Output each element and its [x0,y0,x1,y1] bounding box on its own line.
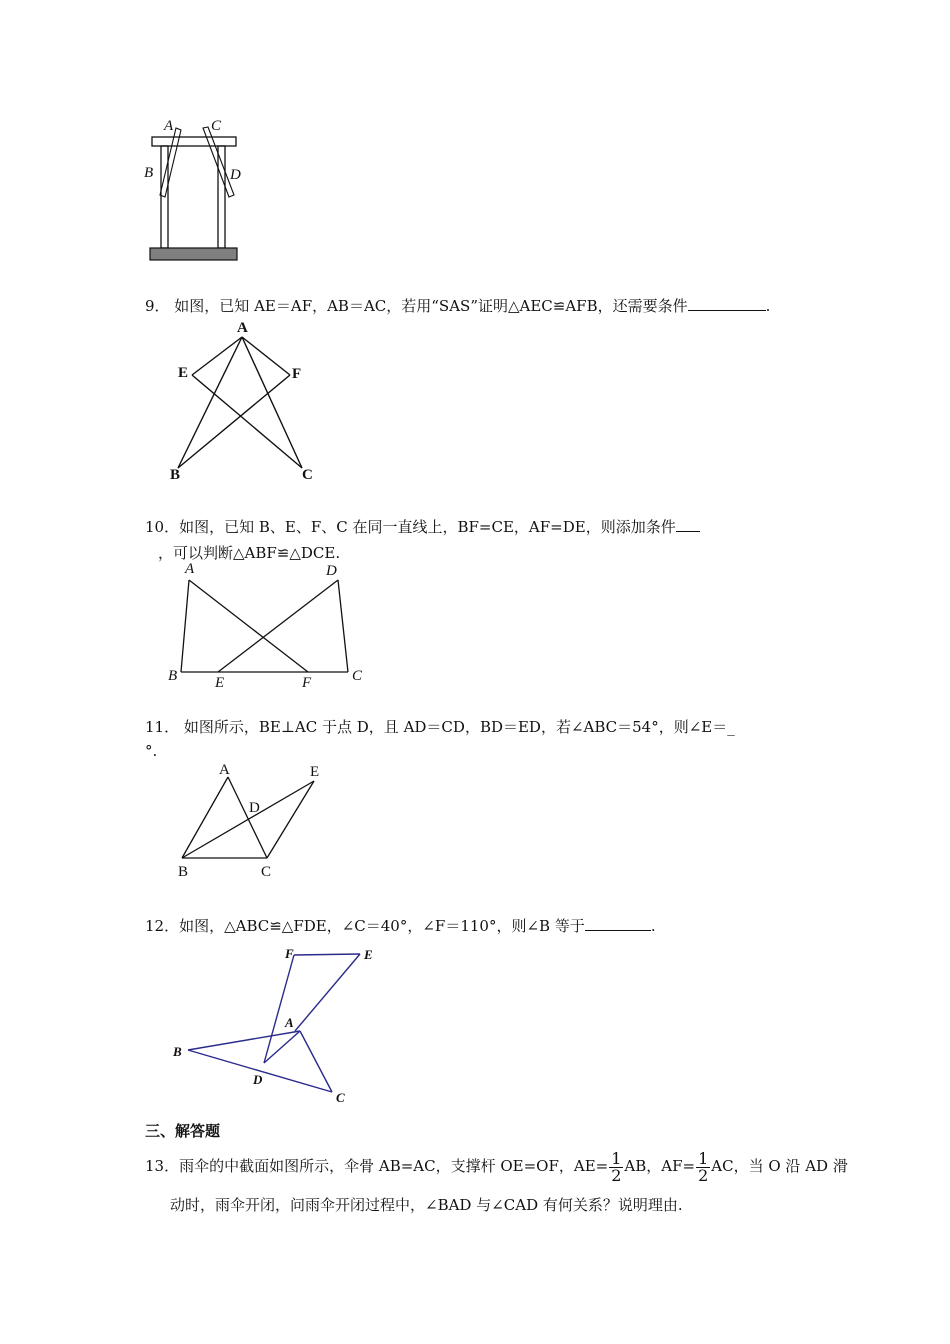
fig12-label-a: A [285,1015,294,1030]
fig10-label-a: A [185,561,195,577]
fraction-denominator: 2 [698,1165,709,1185]
fig11-label-b: B [178,864,189,880]
fraction-denominator: 2 [611,1165,622,1185]
fig12-label-b: B [173,1044,182,1059]
section-title-answer-questions: 三、解答题 [145,1122,221,1140]
fig10-label-c: C [352,668,363,684]
fig12-label-e: E [364,947,373,962]
fig10-label-b: B [168,668,178,684]
fig11-label-c: C [261,864,272,880]
fraction-one-half [609,1148,623,1185]
q9-end: . [765,297,771,315]
q12-text: 12．如图，△ABC≌△FDE，∠C＝40°，∠F＝110°，则∠B 等于 [145,917,585,935]
question-9 [145,296,770,316]
q12-end: . [650,917,656,935]
fig8-label-a: A [164,118,174,134]
q11-text-2: °. [145,742,158,760]
fig9-label-e: E [178,365,189,381]
figure-q9 [170,320,330,490]
fig10-label-d: D [326,563,337,579]
figure-q8 [140,115,250,270]
fig12-label-c: C [336,1090,345,1105]
fig9-label-c: C [302,467,313,483]
q13-text-line2: 动时，雨伞开闭，问雨伞开闭过程中，∠BAD 与∠CAD 有何关系？说明理由. [170,1196,683,1214]
fig10-label-f: F [302,675,312,691]
fig8-label-d: D [230,167,241,183]
q13-text-part1: 13．雨伞的中截面如图所示，伞骨 AB=AC，支撑杆 OE=OF，AE= [145,1157,609,1175]
fig10-label-e: E [215,675,225,691]
figure-q12 [168,943,383,1105]
fig11-label-d: D [249,800,260,816]
q9-text: 9． 如图，已知 AE＝AF，AB＝AC，若用“SAS”证明△AEC≌AFB，还需要条件 [145,297,688,315]
fraction-one-half-2 [696,1148,710,1185]
fig8-label-c: C [211,118,222,134]
fig9-label-b: B [170,467,181,483]
fig12-label-f: F [285,946,294,961]
q10-answer-blank[interactable] [676,531,700,532]
q11-answer-blank[interactable]: _ [727,718,735,736]
q11-text: 11． 如图所示，BE⊥AC 于点 D，且 AD＝CD，BD＝ED，若∠ABC＝54°，则∠E＝ [145,718,728,736]
question-13-line1 [145,1146,848,1186]
question-10-line1 [145,517,700,537]
question-13-line2 [170,1195,683,1215]
fig9-label-f: F [292,366,302,382]
fig9-label-a: A [237,320,248,336]
fig11-label-a: A [219,762,230,778]
figure-q11 [170,770,330,870]
q12-answer-blank[interactable] [585,930,651,931]
fig12-label-d: D [253,1072,263,1087]
q13-text-part3: AC，当 O 沿 AD 滑 [711,1157,848,1175]
question-12 [145,916,656,936]
q9-answer-blank[interactable] [688,310,766,311]
question-11-line1 [145,717,735,737]
q10-text: 10．如图，已知 B、E、F、C 在同一直线上，BF=CE，AF=DE，则添加条件 [145,518,676,536]
question-11-line2 [145,741,157,761]
q13-text-part2: AB，AF= [624,1157,696,1175]
q10-text-2: ，可以判断△ABF≌△DCE. [158,544,341,562]
fraction-numerator: 1 [698,1148,709,1168]
figure-q10 [165,560,375,690]
fig8-label-b: B [144,165,154,181]
fraction-numerator: 1 [611,1148,622,1168]
fig11-label-e: E [310,764,320,780]
